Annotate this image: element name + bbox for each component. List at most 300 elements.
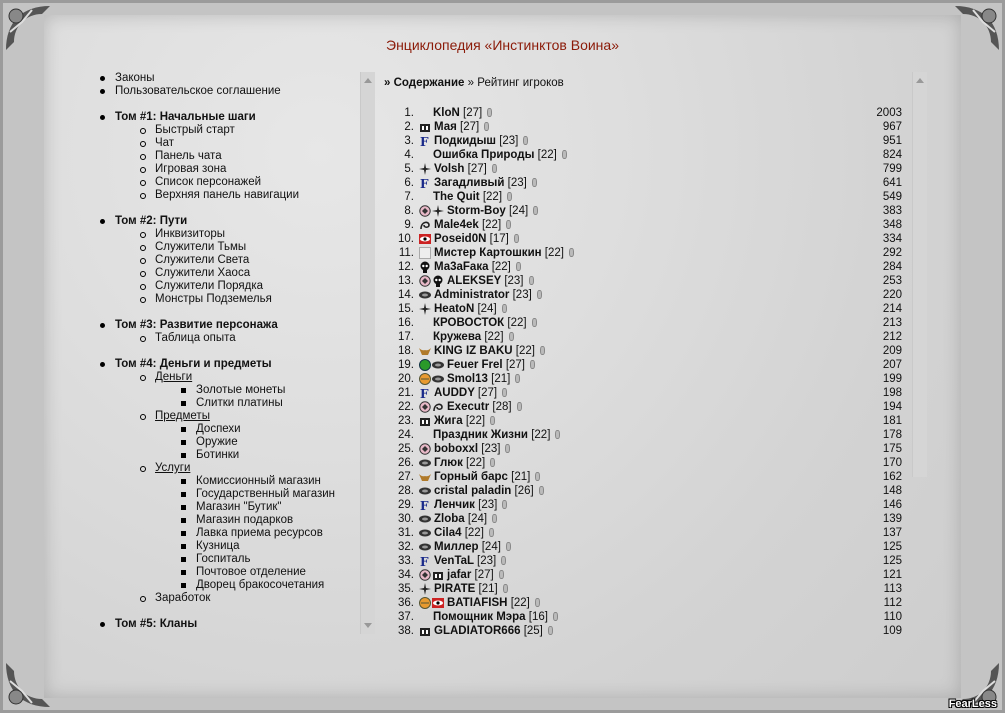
- player-info-icon[interactable]: [548, 626, 553, 635]
- player-score: 641: [882, 177, 902, 189]
- bullet-icon: [140, 141, 146, 147]
- brand-watermark: FearLess: [948, 698, 997, 710]
- player-info-icon[interactable]: [539, 486, 544, 495]
- toc-item[interactable]: [90, 475, 375, 488]
- breadcrumb-root-link[interactable]: Содержание: [393, 77, 465, 89]
- toc-item-label: Список персонажей: [155, 176, 262, 188]
- player-level: [27]: [463, 107, 483, 119]
- player-name-link[interactable]: [434, 218, 511, 232]
- player-name: Ленчик: [434, 499, 475, 511]
- toc-spacer: [90, 202, 375, 215]
- rank-number: 11.: [398, 247, 414, 259]
- toc-item[interactable]: [90, 618, 375, 631]
- toc-item-label: Служители Хаоса: [155, 267, 251, 279]
- bull-icon: [419, 345, 432, 359]
- player-info-icon[interactable]: [489, 528, 494, 537]
- toc-item-label: Магазин "Бутик": [196, 501, 282, 513]
- player-score: 951: [882, 135, 902, 147]
- player-info-icon[interactable]: [535, 598, 540, 607]
- player-info-icon[interactable]: [507, 192, 512, 201]
- toc-item-label: Золотые монеты: [196, 384, 286, 396]
- bullet-icon: [181, 479, 186, 484]
- paw-icon: [419, 625, 432, 638]
- player-icons: [419, 289, 432, 301]
- player-score: 214: [882, 303, 902, 315]
- toc-scrollbar[interactable]: [360, 72, 375, 634]
- player-info-icon[interactable]: [530, 360, 535, 369]
- player-level: [21]: [478, 583, 498, 595]
- toc-item-label: Слитки платины: [196, 397, 283, 409]
- player-level: [22]: [510, 597, 530, 609]
- toc-item[interactable]: [90, 319, 375, 332]
- player-info-icon[interactable]: [499, 570, 504, 579]
- wing-icon: [419, 457, 432, 471]
- table-row: [378, 624, 908, 638]
- toc-item-label: Монстры Подземелья: [155, 293, 272, 305]
- rank-number: 17.: [398, 331, 414, 343]
- player-info-icon[interactable]: [555, 430, 560, 439]
- toc-item[interactable]: [90, 137, 375, 150]
- player-name-link[interactable]: [434, 414, 495, 428]
- toc-item[interactable]: [90, 488, 375, 501]
- player-name: Горный барс: [434, 471, 508, 483]
- badge-icon: [419, 275, 432, 289]
- player-info-icon[interactable]: [529, 276, 534, 285]
- toc-item[interactable]: [90, 514, 375, 527]
- player-info-icon[interactable]: [532, 178, 537, 187]
- player-level: [22]: [466, 457, 486, 469]
- player-name-link[interactable]: [434, 470, 540, 484]
- toc-item[interactable]: [90, 449, 375, 462]
- toc-item-label: Услуги: [155, 462, 191, 474]
- orange-icon: [419, 597, 432, 611]
- player-level: [26]: [514, 485, 534, 497]
- player-name: Executr: [447, 401, 490, 413]
- player-name-link[interactable]: [447, 596, 540, 610]
- toc-item[interactable]: [90, 371, 375, 384]
- player-info-icon[interactable]: [515, 374, 520, 383]
- toc-item[interactable]: [90, 553, 375, 566]
- toc-item[interactable]: [90, 436, 375, 449]
- toc-item[interactable]: [90, 85, 375, 98]
- player-name-link[interactable]: [434, 386, 507, 400]
- player-score: 137: [882, 527, 902, 539]
- breadcrumb-current: Рейтинг игроков: [477, 77, 564, 89]
- player-info-icon[interactable]: [540, 346, 545, 355]
- table-row: [378, 274, 908, 288]
- player-info-icon[interactable]: [490, 416, 495, 425]
- player-level: [27]: [474, 569, 494, 581]
- player-name-link[interactable]: [434, 582, 508, 596]
- player-name-link[interactable]: [447, 372, 520, 386]
- table-row: [378, 498, 908, 512]
- toc-item[interactable]: [90, 150, 375, 163]
- player-level: [27]: [505, 359, 525, 371]
- rank-number: 14.: [398, 289, 414, 301]
- bullet-icon: [100, 622, 105, 627]
- toc-item[interactable]: [90, 254, 375, 267]
- toc-item[interactable]: [90, 215, 375, 228]
- bullet-icon: [181, 583, 186, 588]
- bullet-icon: [181, 518, 186, 523]
- player-icons: [419, 555, 432, 567]
- toc-item-label: Том #3: Развитие персонажа: [115, 319, 278, 331]
- table-row: [378, 372, 908, 386]
- bullet-icon: [100, 89, 105, 94]
- player-info-icon[interactable]: [506, 220, 511, 229]
- player-name-link[interactable]: [433, 428, 560, 442]
- toc-item-label: Почтовое отделение: [196, 566, 306, 578]
- orange-icon: [419, 373, 432, 387]
- toc-item[interactable]: [90, 384, 375, 397]
- table-row: [378, 554, 908, 568]
- player-level: [21]: [511, 471, 531, 483]
- player-info-icon[interactable]: [501, 556, 506, 565]
- player-info-icon[interactable]: [514, 234, 519, 243]
- player-info-icon[interactable]: [533, 206, 538, 215]
- player-name-link[interactable]: [434, 540, 511, 554]
- player-score: 213: [882, 317, 902, 329]
- player-info-icon[interactable]: [509, 332, 514, 341]
- player-info-icon[interactable]: [553, 612, 558, 621]
- player-level: [21]: [491, 373, 511, 385]
- player-name: Миллер: [434, 541, 479, 553]
- player-info-icon[interactable]: [537, 290, 542, 299]
- player-score: 824: [882, 149, 902, 161]
- toc-item[interactable]: [90, 332, 375, 345]
- player-name-link[interactable]: [434, 526, 494, 540]
- toc-item[interactable]: [90, 176, 375, 189]
- rank-number: 2.: [404, 121, 414, 133]
- toc-item[interactable]: [90, 566, 375, 579]
- player-info-icon[interactable]: [503, 584, 508, 593]
- player-score: 2003: [876, 107, 902, 119]
- toc-item[interactable]: [90, 410, 375, 423]
- player-icons: [419, 569, 445, 581]
- player-name-link[interactable]: [434, 232, 519, 246]
- badge-icon: [419, 443, 432, 457]
- player-name: Мая: [434, 121, 457, 133]
- svg-text:F: F: [420, 177, 429, 189]
- bullet-icon: [181, 453, 186, 458]
- player-level: [22]: [484, 331, 504, 343]
- star-icon: [419, 303, 432, 317]
- player-info-icon[interactable]: [502, 388, 507, 397]
- wing-icon: [419, 485, 432, 499]
- f-icon: [419, 555, 432, 569]
- toc-item[interactable]: [90, 527, 375, 540]
- player-info-icon[interactable]: [505, 444, 510, 453]
- player-name: cristal paladin: [434, 485, 512, 497]
- player-name-link[interactable]: [447, 358, 535, 372]
- rank-number: 32.: [398, 541, 414, 553]
- table-row: [378, 610, 908, 624]
- wing-icon: [419, 541, 432, 555]
- rank-number: 12.: [398, 261, 414, 273]
- player-name-link[interactable]: [434, 498, 507, 512]
- player-name-link[interactable]: [434, 554, 506, 568]
- toc-item[interactable]: [90, 72, 375, 85]
- toc-item[interactable]: [90, 540, 375, 553]
- player-score: 198: [882, 387, 902, 399]
- bullet-icon: [140, 128, 146, 134]
- player-info-icon[interactable]: [516, 262, 521, 271]
- table-row: [378, 260, 908, 274]
- toc-item[interactable]: [90, 293, 375, 306]
- table-row: [378, 302, 908, 316]
- player-level: [23]: [507, 177, 527, 189]
- rank-number: 8.: [404, 205, 414, 217]
- player-level: [24]: [508, 205, 529, 217]
- rank-number: 9.: [404, 219, 414, 231]
- player-name: Poseid0N: [434, 233, 487, 245]
- player-info-icon[interactable]: [506, 542, 511, 551]
- player-name-link[interactable]: [434, 134, 528, 148]
- paw-icon: [419, 121, 432, 135]
- toc-item[interactable]: [90, 111, 375, 124]
- rank-number: 26.: [398, 457, 414, 469]
- rank-number: 27.: [398, 471, 414, 483]
- bullet-icon: [140, 375, 146, 381]
- toc-item[interactable]: [90, 397, 375, 410]
- svg-text:F: F: [420, 387, 429, 399]
- scroll-up-icon[interactable]: [916, 78, 924, 83]
- player-icons: [419, 583, 432, 595]
- table-row: [378, 148, 908, 162]
- toc-item-label: Служители Света: [155, 254, 250, 266]
- player-info-icon[interactable]: [487, 108, 492, 117]
- bullet-icon: [181, 544, 186, 549]
- player-score: 292: [882, 247, 902, 259]
- player-name-link[interactable]: [434, 456, 495, 470]
- player-info-icon[interactable]: [523, 136, 528, 145]
- toc-item[interactable]: [90, 501, 375, 514]
- toc-spacer: [90, 98, 375, 111]
- toc-item[interactable]: [90, 189, 375, 202]
- player-level: [22]: [481, 219, 502, 231]
- toc-item-label: Предметы: [155, 410, 210, 422]
- player-name-link[interactable]: [434, 624, 553, 638]
- bullet-icon: [181, 388, 186, 393]
- f-icon: [419, 177, 432, 191]
- player-icons: [419, 219, 432, 231]
- player-name-link[interactable]: [433, 190, 512, 204]
- player-name: Ошибка Природы: [433, 149, 535, 161]
- toc-item[interactable]: [90, 241, 375, 254]
- player-name-link[interactable]: [434, 176, 537, 190]
- svg-text:F: F: [420, 555, 429, 567]
- player-name: boboxxl: [434, 443, 479, 455]
- player-name-link[interactable]: [434, 344, 545, 358]
- player-name-link[interactable]: [434, 246, 574, 260]
- table-row: [378, 484, 908, 498]
- player-score: 181: [882, 415, 902, 427]
- toc-spacer: [90, 345, 375, 358]
- player-info-icon[interactable]: [484, 122, 489, 131]
- player-info-icon[interactable]: [502, 500, 507, 509]
- player-info-icon[interactable]: [490, 458, 495, 467]
- bullet-icon: [181, 531, 186, 536]
- player-icons: [419, 513, 432, 525]
- player-icons: [419, 205, 445, 217]
- table-row: [378, 232, 908, 246]
- toc-item-label: Комиссионный магазин: [196, 475, 321, 487]
- toc-item-label: Служители Порядка: [155, 280, 264, 292]
- star-icon: [419, 583, 432, 597]
- player-icons: [419, 303, 432, 315]
- bullet-icon: [140, 258, 146, 264]
- scroll-up-icon[interactable]: [364, 78, 372, 83]
- toc-item[interactable]: [90, 228, 375, 241]
- toc-item[interactable]: [90, 579, 375, 592]
- player-icons: [419, 527, 432, 539]
- player-level: [23]: [499, 135, 519, 147]
- player-name-link[interactable]: [433, 330, 514, 344]
- player-score: 284: [882, 261, 902, 273]
- table-row: [378, 218, 908, 232]
- rank-number: 28.: [398, 485, 414, 497]
- player-info-icon[interactable]: [492, 514, 497, 523]
- player-level: [27]: [467, 163, 487, 175]
- player-info-icon[interactable]: [517, 402, 522, 411]
- player-name-link[interactable]: [433, 148, 567, 162]
- toc-item[interactable]: [90, 163, 375, 176]
- toc-item-label: Доспехи: [196, 423, 241, 435]
- player-name-link[interactable]: [434, 484, 544, 498]
- toc-item-label: Том #1: Начальные шаги: [115, 111, 256, 123]
- player-name: КРОВОСТОК: [433, 317, 505, 329]
- player-name: Storm-Boy: [447, 205, 506, 217]
- svg-text:F: F: [420, 499, 429, 511]
- scroll-down-icon[interactable]: [364, 623, 372, 628]
- player-name: Жига: [434, 415, 463, 427]
- toc-spacer: [90, 605, 375, 618]
- table-row: [378, 190, 908, 204]
- player-name: Помощник Мэра: [433, 611, 526, 623]
- player-info-icon[interactable]: [535, 472, 540, 481]
- corner-ornament-icon: [2, 659, 54, 711]
- player-info-icon[interactable]: [562, 150, 567, 159]
- player-info-icon[interactable]: [532, 318, 537, 327]
- rating-scrollbar[interactable]: [912, 72, 927, 477]
- toc-item[interactable]: [90, 358, 375, 371]
- player-name-link[interactable]: [447, 204, 538, 218]
- rank-number: 36.: [398, 597, 414, 609]
- player-name-link[interactable]: [433, 316, 537, 330]
- bullet-icon: [140, 284, 146, 290]
- wing-icon: [419, 513, 432, 527]
- rank-number: 13.: [398, 275, 414, 287]
- player-score: 967: [882, 121, 902, 133]
- player-level: [22]: [491, 261, 511, 273]
- table-row: [378, 204, 908, 218]
- player-level: [27]: [460, 121, 480, 133]
- player-name-link[interactable]: [447, 400, 522, 414]
- toc-item[interactable]: [90, 462, 375, 475]
- toc-item-label: Государственный магазин: [196, 488, 336, 500]
- toc-item[interactable]: [90, 280, 375, 293]
- player-name-link[interactable]: [434, 302, 507, 316]
- rank-number: 29.: [398, 499, 414, 511]
- player-score: 139: [882, 513, 902, 525]
- toc-item-label: Том #5: Кланы: [115, 618, 198, 630]
- player-name-link[interactable]: [434, 120, 489, 134]
- player-icons: [419, 387, 432, 399]
- table-row: [378, 442, 908, 456]
- svg-text:F: F: [420, 135, 429, 147]
- badge-icon: [419, 205, 432, 219]
- table-row: [378, 596, 908, 610]
- table-row: [378, 582, 908, 596]
- player-score: 162: [882, 471, 902, 483]
- player-info-icon[interactable]: [502, 304, 507, 313]
- toc-item[interactable]: [90, 267, 375, 280]
- player-score: 194: [882, 401, 902, 413]
- player-name-link[interactable]: [434, 162, 497, 176]
- player-name-link[interactable]: [447, 568, 504, 582]
- player-score: 146: [882, 499, 902, 511]
- wing-icon: [419, 527, 432, 541]
- player-name-link[interactable]: [434, 512, 497, 526]
- bullet-icon: [100, 219, 105, 224]
- table-row: [378, 246, 908, 260]
- player-name: Ма3аFака: [434, 261, 489, 273]
- toc-item-label: Госпиталь: [196, 553, 251, 565]
- bullet-icon: [181, 557, 186, 562]
- toc-item-label: Деньги: [155, 371, 193, 383]
- table-row: [378, 568, 908, 582]
- player-name-link[interactable]: [447, 274, 534, 288]
- rank-number: 10.: [398, 233, 414, 245]
- player-info-icon[interactable]: [492, 164, 497, 173]
- player-score: 209: [882, 345, 902, 357]
- toc-item[interactable]: [90, 124, 375, 137]
- player-icons: [419, 471, 432, 483]
- bullet-icon: [181, 570, 186, 575]
- player-name: AUDDY: [434, 387, 475, 399]
- player-icons: [419, 597, 445, 609]
- paw-icon: [432, 569, 445, 583]
- player-name: jafar: [447, 569, 472, 581]
- player-name-link[interactable]: [433, 610, 558, 624]
- player-name-link[interactable]: [434, 442, 510, 456]
- toc-list: [90, 72, 375, 631]
- rating-panel: [378, 72, 908, 638]
- player-level: [23]: [478, 499, 498, 511]
- player-info-icon[interactable]: [569, 248, 574, 257]
- rank-number: 7.: [404, 191, 414, 203]
- toc-item-label: Быстрый старт: [155, 124, 235, 136]
- player-icons: [419, 625, 432, 637]
- toc-item[interactable]: [90, 592, 375, 605]
- toc-item-label: Том #2: Пути: [115, 215, 188, 227]
- player-score: 125: [882, 555, 902, 567]
- player-level: [24]: [467, 513, 488, 525]
- toc-item-label: Инквизиторы: [155, 228, 226, 240]
- player-level: [23]: [481, 443, 501, 455]
- rank-number: 22.: [398, 401, 414, 413]
- player-score: 109: [882, 625, 902, 637]
- player-name-link[interactable]: [434, 288, 542, 302]
- bullet-icon: [140, 414, 146, 420]
- skull-icon: [419, 261, 432, 275]
- rank-number: 33.: [398, 555, 414, 567]
- f-icon: [419, 387, 432, 401]
- table-row: [378, 106, 908, 120]
- player-name-link[interactable]: [434, 260, 521, 274]
- toc-item[interactable]: [90, 423, 375, 436]
- player-name-link[interactable]: [433, 106, 492, 120]
